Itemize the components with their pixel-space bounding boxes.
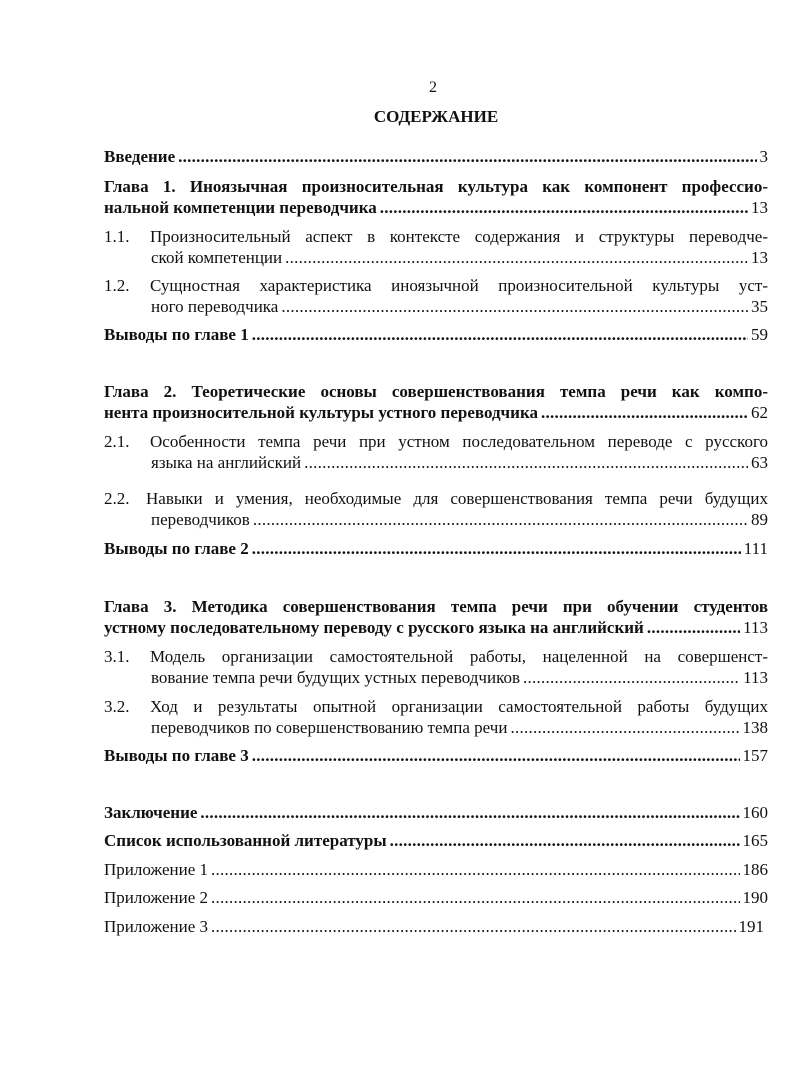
toc-entry-1-1-cont[interactable] [151, 247, 768, 269]
toc-page: 138 [742, 718, 768, 737]
toc-page: 89 [751, 510, 768, 529]
toc-title: Приложение 3 [104, 917, 208, 936]
toc-title: Ход и результаты опытной организации самостоятельной работы будущих [150, 697, 768, 716]
toc-title: Выводы по главе 1 [104, 325, 249, 344]
toc-page: 13 [751, 198, 768, 217]
toc-page: 63 [751, 453, 768, 472]
toc-chapter3-line1[interactable]: Глава 3. Методика совершенствования темпа речи при обучении студентов [104, 597, 768, 616]
toc-title: ного переводчика [151, 297, 279, 316]
toc-title: Произносительный аспект в контексте содержания и структуры переводче- [150, 227, 768, 246]
toc-page: 190 [742, 888, 768, 907]
toc-page: 111 [743, 539, 768, 558]
toc-title: устному последовательному переводу с русского языка на английский [104, 618, 644, 637]
toc-title: Навыки и умения, необходимые для совершенствования темпа речи будущих [146, 489, 768, 508]
dot-leader [252, 538, 741, 560]
toc-entry-3-2[interactable] [104, 696, 768, 718]
toc-page: 157 [742, 746, 768, 765]
dot-leader [510, 717, 739, 739]
toc-entry-2-1[interactable] [104, 431, 768, 453]
toc-title: Сущностная характеристика иноязычной произносительной культуры уст- [150, 276, 768, 295]
dot-leader [285, 247, 748, 269]
dot-leader [541, 402, 748, 424]
toc-title: нента произносительной культуры устного переводчика [104, 403, 538, 422]
toc-title: Заключение [104, 803, 198, 822]
toc-title: Выводы по главе 3 [104, 746, 249, 765]
toc-title: Модель организации самостоятельной работы, нацеленной на совершенст- [150, 647, 768, 666]
dot-leader [252, 324, 748, 346]
toc-entry-conclusions-2[interactable] [104, 538, 768, 560]
dot-leader [523, 667, 740, 689]
toc-entry-2-1-cont[interactable] [151, 452, 768, 474]
toc-title: нальной компетенции переводчика [104, 198, 377, 217]
toc-page: 191 [738, 917, 764, 936]
dot-leader [304, 452, 748, 474]
toc-entry-2-2[interactable] [104, 488, 768, 510]
section-number: 1.2. [104, 276, 130, 295]
toc-title: Выводы по главе 2 [104, 539, 249, 558]
dot-leader [200, 802, 739, 824]
toc-entry-appendix-3[interactable] [104, 916, 764, 938]
toc-entry-chapter2[interactable] [104, 402, 768, 424]
toc-title: вование темпа речи будущих устных переводчиков [151, 668, 520, 687]
toc-title: переводчиков [151, 510, 250, 529]
section-number: 2.2. [104, 489, 130, 508]
toc-entry-appendix-1[interactable] [104, 859, 768, 881]
toc-title: Список использованной литературы [104, 831, 387, 850]
section-number: 3.1. [104, 647, 130, 666]
toc-entry-intro[interactable] [104, 146, 768, 168]
page-title: СОДЕРЖАНИЕ [373, 107, 499, 126]
toc-title: Особенности темпа речи при устном последовательном переводе с русского [150, 432, 768, 451]
toc-entry-1-1[interactable] [104, 226, 768, 248]
toc-entry-conclusions-1[interactable] [104, 324, 768, 346]
toc-title: языка на английский [151, 453, 302, 472]
dot-leader [211, 887, 740, 909]
toc-entry-1-2[interactable] [104, 275, 768, 297]
toc-title: Приложение 2 [104, 888, 208, 907]
toc-entry-1-2-cont[interactable] [151, 296, 768, 318]
toc-entry-conclusion[interactable] [104, 802, 768, 824]
dot-leader [211, 916, 736, 938]
toc-entry-2-2-cont[interactable] [151, 509, 768, 531]
toc-page: 186 [742, 860, 768, 879]
toc-title: Введение [104, 147, 176, 166]
dot-leader [390, 830, 740, 852]
toc-page: 113 [743, 668, 768, 687]
toc-entry-3-1-cont[interactable] [151, 667, 768, 689]
dot-leader [380, 197, 748, 219]
page-number: 2 [429, 79, 437, 96]
toc-entry-conclusions-3[interactable] [104, 745, 768, 767]
toc-chapter1-line1[interactable]: Глава 1. Иноязычная произносительная культура как компонент профессио- [104, 177, 768, 196]
toc-page: 35 [751, 297, 768, 316]
dot-leader [252, 745, 740, 767]
section-number: 3.2. [104, 697, 130, 716]
toc-chapter2-line1[interactable]: Глава 2. Теоретические основы совершенствования темпа речи как компо- [104, 382, 768, 401]
toc-page: 113 [743, 618, 768, 637]
toc-entry-3-2-cont[interactable] [151, 717, 768, 739]
toc-title: переводчиков по совершенствованию темпа речи [151, 718, 508, 737]
toc-entry-3-1[interactable] [104, 646, 768, 668]
toc-page: 62 [751, 403, 768, 422]
dot-leader [178, 146, 756, 168]
section-number: 1.1. [104, 227, 130, 246]
toc-entry-chapter1[interactable] [104, 197, 768, 219]
toc-page: 3 [759, 147, 768, 166]
toc-title: ской компетенции [151, 248, 283, 267]
toc-entry-chapter3[interactable] [104, 617, 768, 639]
dot-leader [281, 296, 748, 318]
toc-page: 13 [751, 248, 768, 267]
toc-page: 165 [742, 831, 768, 850]
dot-leader [253, 509, 748, 531]
toc-entry-references[interactable] [104, 830, 768, 852]
section-number: 2.1. [104, 432, 130, 451]
toc-page: 160 [742, 803, 768, 822]
dot-leader [647, 617, 740, 639]
toc-title: Приложение 1 [104, 860, 208, 879]
toc-entry-appendix-2[interactable] [104, 887, 768, 909]
toc-page: 59 [751, 325, 768, 344]
dot-leader [211, 859, 740, 881]
